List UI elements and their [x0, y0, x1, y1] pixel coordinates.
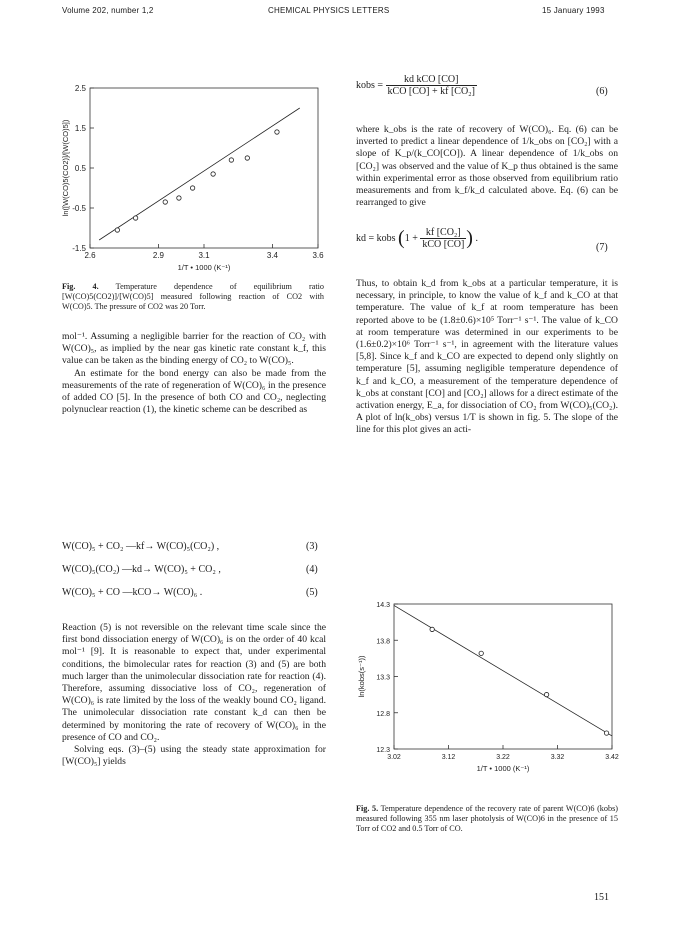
- right-paragraph-1: where k_obs is the rate of recovery of W(CO)₆. Eq. (6) can be inverted to predict a linear dependence of 1/k_obs on [CO₂] with a slope of K_p/(k_CO[CO]). A linear dependence of 1/k_obs on [CO₂] was observed and the value of K_p thus obtained is the same within experimental error as those observed from equilibrium ratio measurements and from k_f/k_d calculated above. Eq. (6) can be rearranged to give: [356, 124, 618, 209]
- data-point: [430, 627, 434, 631]
- y-tick-label: 2.5: [74, 84, 86, 93]
- equation-5-number: (5): [306, 587, 318, 598]
- y-tick-label: -0.5: [72, 204, 86, 213]
- figure-4-caption: [62, 282, 324, 313]
- y-tick-label: 1.5: [74, 124, 86, 133]
- y-tick-label: 13.3: [376, 674, 390, 682]
- equation-3-number: (3): [306, 541, 318, 552]
- equation-4: W(CO)₅(CO₂) —kd→ W(CO)₅ + CO₂ ,: [62, 564, 221, 575]
- left-paragraph-3: Reaction (5) is not reversible on the relevant time scale since the first bond dissociation energy of W(CO)₆ is on the order of 40 kcal mol⁻¹ [9]. It is reasonable to expect that, under experimental conditions, the bimolecular rates for reaction (3) and (5) are both much larger than the unimolecular dissociation rate for reaction (4). Therefore, assuming dissociative loss of CO₂, regeneration of W(CO)₆ is rate limited by the loss of the weakly bound CO₂ ligand. The unimolecular dissociation rate constant k_d can then be determined by monitoring the rate of recovery of W(CO)₆ in the presence of CO and CO₂.: [62, 622, 326, 743]
- x-tick-label: 3.12: [441, 754, 456, 761]
- figure-5-caption: [356, 804, 618, 835]
- y-tick-label: 12.3: [376, 747, 390, 754]
- equation-7-lhs: kd = kobs: [356, 232, 396, 244]
- y-tick-label: 12.8: [376, 710, 390, 718]
- data-point: [544, 692, 548, 696]
- figure-5-caption-label: Fig. 5.: [356, 804, 379, 813]
- equation-7-numerator: kf [CO₂]: [420, 227, 466, 239]
- x-tick-label: 2.9: [152, 251, 164, 260]
- data-point: [177, 196, 181, 200]
- page-number: 151: [594, 892, 609, 903]
- data-point: [115, 228, 119, 232]
- y-tick-label: 0.5: [74, 164, 86, 173]
- data-point: [479, 651, 483, 655]
- data-point: [211, 172, 215, 176]
- plot-frame: [394, 604, 612, 749]
- right-column-middle: [356, 278, 618, 437]
- y-axis-label: ln(kobs(s⁻¹)): [357, 655, 366, 698]
- x-tick-label: 3.4: [266, 251, 278, 260]
- equation-6-lhs: kobs =: [356, 79, 384, 91]
- equation-7-number: (7): [596, 242, 608, 253]
- data-point: [275, 130, 279, 134]
- left-paragraph-2: An estimate for the bond energy can also be made from the measurements of the rate of regeneration of W(CO)₆ in the presence of added CO [5]. In the presence of both CO and CO₂, neglecting polynuclear reaction (1), the kinetic scheme can be described as: [62, 367, 326, 416]
- plot-frame: [90, 88, 318, 248]
- figure-5-chart: [352, 596, 627, 776]
- x-tick-label: 3.22: [496, 754, 510, 761]
- x-tick-label: 3.02: [387, 754, 401, 761]
- right-paragraph-2: Thus, to obtain k_d from k_obs at a particular temperature, it is necessary, in principle, to know the value of k_f and k_CO at that temperature. The value of k_f at room temperature has been reported above to be (1.8±0.6)×10⁵ Torr⁻¹ s⁻¹. The value of k_CO at room temperature was determined in our experiments to be (1.6±0.2)×10⁶ Torr⁻¹ s⁻¹, in agreement with the literature values [5,8]. Since k_f and k_CO are expected to depend only slightly on temperature [5], assuming negligible temperature dependence of k_f and k_CO, a measurement of the temperature dependence of k_obs at constant [CO] and [CO₂] allows for a direct estimate of the activation energy, E_a, for dissociation of CO₂ from W(CO)₅(CO₂). A plot of ln(k_obs) versus 1/T is shown in fig. 5. The slope of the line for this plot gives an acti-: [356, 278, 618, 436]
- figure-4-caption-label: Fig. 4.: [62, 282, 99, 291]
- right-column-top: [356, 124, 618, 209]
- x-tick-label: 2.6: [84, 251, 96, 260]
- fit-line: [99, 108, 300, 240]
- left-column-top: [62, 331, 326, 416]
- figure-4-caption-text: Temperature dependence of equilibrium ratio [W(CO)5(CO2)]/[W(CO)5] measured following reaction of CO2 with W(CO)5. The pressure of CO2 was 20 Torr.: [62, 282, 324, 312]
- fit-line: [394, 605, 612, 736]
- equation-6-fraction: [386, 74, 477, 97]
- header-date: 15 January 1993: [542, 6, 605, 15]
- header-volume: Volume 202, number 1,2: [62, 6, 154, 15]
- y-tick-label: 13.8: [376, 638, 390, 646]
- x-axis-label: 1/T • 1000 (K⁻¹): [476, 764, 530, 773]
- data-point: [229, 158, 233, 162]
- data-point: [163, 200, 167, 204]
- equation-3: W(CO)₅ + CO₂ —kf→ W(CO)₅(CO₂) ,: [62, 541, 220, 552]
- y-tick-label: 14.3: [376, 602, 390, 609]
- equation-5: W(CO)₅ + CO —kCO→ W(CO)₆ .: [62, 587, 203, 598]
- x-tick-label: 3.1: [198, 251, 210, 260]
- left-paragraph-4: Solving eqs. (3)–(5) using the steady state approximation for [W(CO)₅] yields: [62, 744, 326, 768]
- left-column-bottom: [62, 622, 326, 768]
- y-axis-label: ln([W(CO)5(CO2)]/[W(CO)5]): [61, 119, 70, 217]
- figure-5-caption-text: Temperature dependence of the recovery rate of parent W(CO)6 (kobs) measured following 355 nm laser photolysis of W(CO)6 in the presence of 15 Torr of CO2 and 0.5 Torr of CO.: [356, 804, 618, 834]
- left-paragraph-1: mol⁻¹. Assuming a negligible barrier for the reaction of CO₂ with W(CO)₅, as implied by the near gas kinetic rate constant k_f, this value can be taken as the binding energy of CO₂ to W(CO)₅.: [62, 331, 326, 367]
- equation-7: kd = kobs (1 + $\frac{\text{kf [CO₂]}}{\text{kCO [CO]}}$ ) .: [356, 227, 478, 250]
- data-point: [190, 186, 194, 190]
- y-tick-label: -1.5: [72, 244, 86, 253]
- x-tick-label: 3.32: [550, 754, 565, 761]
- header-journal: CHEMICAL PHYSICS LETTERS: [268, 6, 390, 15]
- data-point: [245, 156, 249, 160]
- x-axis-label: 1/T • 1000 (K⁻¹): [177, 263, 231, 272]
- x-tick-label: 3.42: [605, 754, 619, 761]
- equation-7-fraction: [420, 227, 466, 250]
- equation-6-number: (6): [596, 86, 608, 97]
- data-point: [604, 731, 608, 735]
- equation-6-denominator: kCO [CO] + kf [CO₂]: [387, 86, 475, 97]
- equation-6-numerator: kd kCO [CO]: [386, 74, 477, 86]
- equation-4-number: (4): [306, 564, 318, 575]
- equation-6: [356, 74, 477, 97]
- equation-7-denominator: kCO [CO]: [422, 239, 465, 250]
- figure-4-chart: [58, 80, 328, 275]
- x-tick-label: 3.6: [312, 251, 324, 260]
- data-point: [133, 216, 137, 220]
